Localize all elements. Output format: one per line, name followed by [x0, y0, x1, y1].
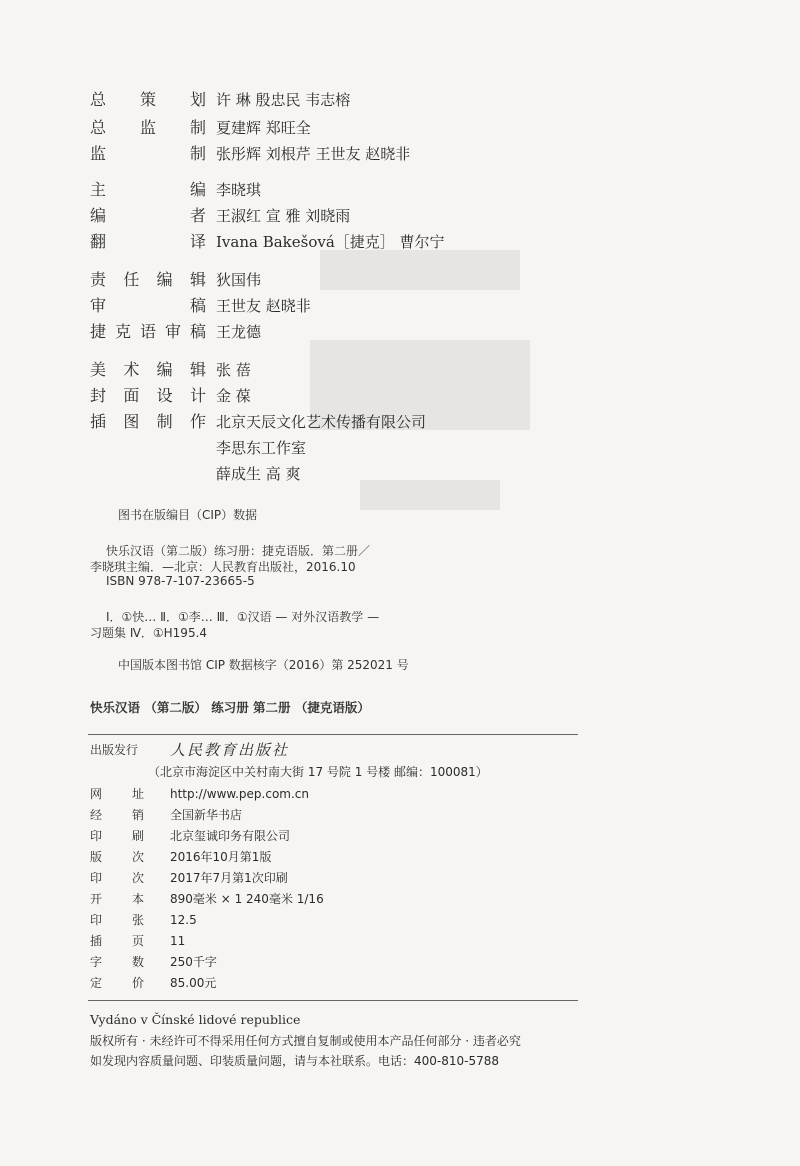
credit-row	[0, 292, 800, 320]
credit-value: Ivana Bakešová［捷克］ 曹尔宁	[216, 233, 445, 251]
credit-label: 美 术 编 辑	[90, 360, 206, 379]
credit-value: 许 琳 殷忠民 韦志榕	[216, 91, 351, 109]
credit-value: 夏建辉 郑旺全	[216, 119, 311, 137]
credit-row	[0, 114, 800, 142]
credit-row	[0, 140, 800, 168]
pub-label: 经 销	[90, 808, 144, 822]
credit-row	[0, 318, 800, 346]
credit-value: 北京天辰文化艺术传播有限公司	[216, 413, 427, 431]
credit-label: 责 任 编 辑	[90, 270, 206, 289]
contact-notice: 如发现内容质量问题、印装质量问题，请与本社联系。电话：400-810-5788	[90, 1054, 500, 1068]
pub-row	[0, 740, 800, 760]
pub-row	[0, 952, 800, 972]
pub-value: 85.00元	[170, 976, 217, 990]
credit-row	[0, 86, 800, 114]
credit-value: 狄国伟	[216, 271, 262, 289]
cip-line: 习题集 Ⅳ．①H195.4	[90, 626, 208, 640]
credit-label: 编 者	[90, 206, 206, 225]
credit-value: 薛成生 高 爽	[216, 465, 301, 483]
pub-row	[0, 826, 800, 846]
credit-row	[0, 202, 800, 230]
cip-isbn: ISBN 978-7-107-23665-5	[106, 574, 255, 588]
pub-label: 印 刷	[90, 829, 144, 843]
pub-row	[0, 847, 800, 867]
credit-row	[0, 408, 800, 436]
pub-row	[0, 805, 800, 825]
pub-label: 定 价	[90, 976, 144, 990]
pub-label: 版 次	[90, 850, 144, 864]
credit-value: 王淑红 宣 雅 刘晓雨	[216, 207, 351, 225]
publisher-name: 人民教育出版社	[170, 741, 290, 759]
pub-label: 印 次	[90, 871, 144, 885]
credit-value: 李晓琪	[216, 181, 262, 199]
credit-label: 总 策 划	[90, 90, 206, 109]
credit-row	[0, 176, 800, 204]
cip-line: 李晓琪主编．—北京：人民教育出版社，2016.10	[90, 560, 356, 574]
pub-value: 12.5	[170, 913, 197, 927]
credit-label: 审 稿	[90, 296, 206, 315]
credit-row	[0, 434, 800, 462]
pub-value: 250千字	[170, 955, 217, 969]
credit-value: 张彤辉 刘根芹 王世友 赵晓非	[216, 145, 411, 163]
credit-value: 王龙德	[216, 323, 262, 341]
pub-row	[0, 889, 800, 909]
credit-label: 监 制	[90, 144, 206, 163]
cip-line: 中国版本图书馆 CIP 数据核字（2016）第 252021 号	[118, 658, 409, 672]
cip-heading: 图书在版编目（CIP）数据	[118, 508, 258, 522]
credit-label: 总 监 制	[90, 118, 206, 137]
pub-value: 北京玺诚印务有限公司	[170, 829, 291, 843]
pub-value: 11	[170, 934, 186, 948]
pub-label: 印 张	[90, 913, 144, 927]
pub-row	[0, 868, 800, 888]
pub-row	[0, 910, 800, 930]
pub-value: 2017年7月第1次印刷	[170, 871, 288, 885]
credit-label: 插 图 制 作	[90, 412, 206, 431]
copyright-notice: 版权所有 · 未经许可不得采用任何方式擅自复制或使用本产品任何部分 · 违者必究	[90, 1034, 521, 1048]
divider	[88, 1000, 578, 1001]
pub-row	[0, 784, 800, 804]
cip-line: Ⅰ．①快… Ⅱ．①李… Ⅲ．①汉语 — 对外汉语教学 —	[106, 610, 380, 624]
credit-value: 金 葆	[216, 387, 251, 405]
credit-label: 封 面 设 计	[90, 386, 206, 405]
pub-row	[0, 931, 800, 951]
pub-label: 插 页	[90, 934, 144, 948]
credit-value: 张 蓓	[216, 361, 251, 379]
divider	[88, 734, 578, 735]
credit-row	[0, 356, 800, 384]
credit-value: 王世友 赵晓非	[216, 297, 311, 315]
pub-label: 字 数	[90, 955, 144, 969]
credit-row	[0, 460, 800, 488]
pub-value: 2016年10月第1版	[170, 850, 272, 864]
credit-row	[0, 266, 800, 294]
credit-row	[0, 228, 800, 256]
pub-row	[0, 762, 800, 782]
pub-label: 出版发行	[90, 743, 139, 757]
pub-row	[0, 973, 800, 993]
pub-value: 890毫米 × 1 240毫米 1/16	[170, 892, 324, 906]
cip-line: 快乐汉语（第二版）练习册：捷克语版．第二册／	[106, 544, 371, 558]
credit-label: 捷 克 语 审 稿	[90, 322, 206, 341]
pub-value: 全国新华书店	[170, 808, 243, 822]
pub-label: 开 本	[90, 892, 144, 906]
pub-value: http://www.pep.com.cn	[170, 787, 309, 801]
czech-imprint: Vydáno v Čínské lidové republice	[90, 1012, 301, 1027]
pub-label: 网 址	[90, 787, 144, 801]
credit-value: 李思东工作室	[216, 439, 307, 457]
book-title: 快乐汉语 （第二版） 练习册 第二册 （捷克语版）	[90, 700, 370, 715]
credit-label: 主 编	[90, 180, 206, 199]
publisher-address: （北京市海淀区中关村南大街 17 号院 1 号楼 邮编：100081）	[148, 765, 488, 779]
credit-label: 翻 译	[90, 232, 206, 251]
credit-row	[0, 382, 800, 410]
